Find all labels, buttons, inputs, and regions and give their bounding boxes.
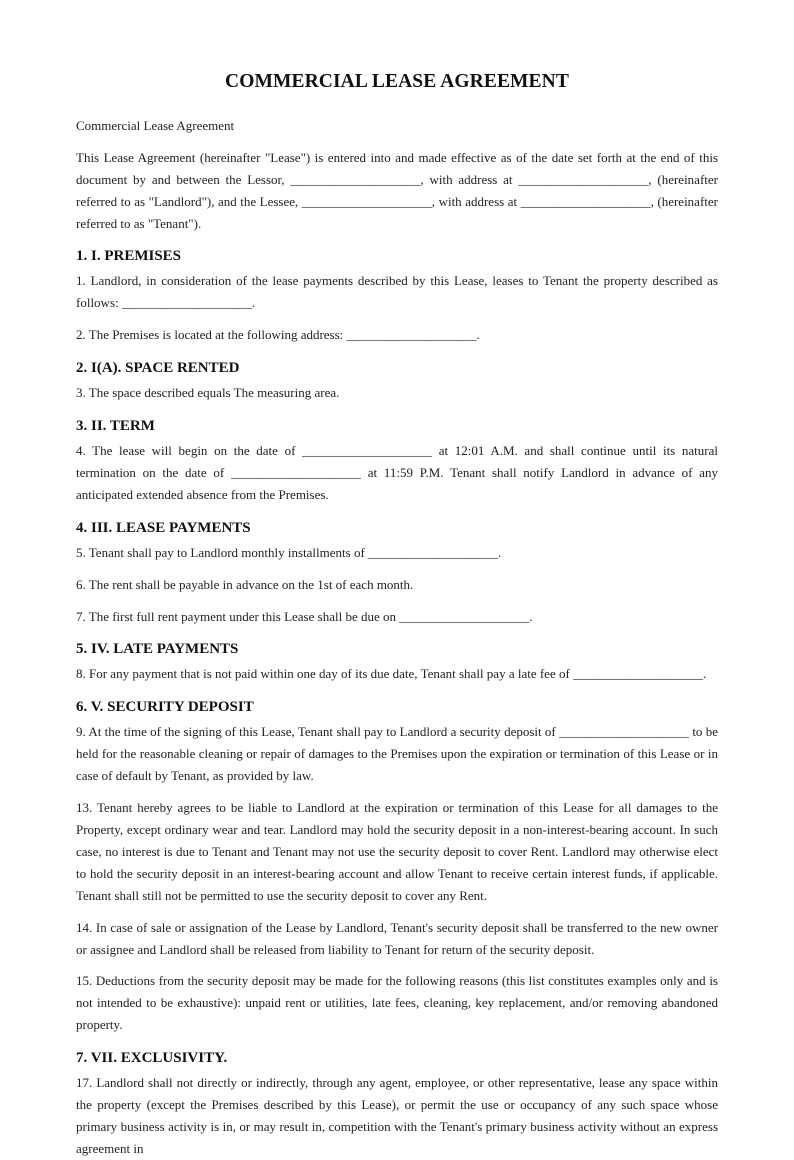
section-heading-late-payments: 5. IV. LATE PAYMENTS [76, 641, 239, 658]
document-title: COMMERCIAL LEASE AGREEMENT [225, 71, 569, 92]
document-page [76, 0, 718, 1160]
clause-1: 1. Landlord, in consideration of the lease payments described by this Lease, leases to Tenant the property described as follows: ____________________. [76, 273, 718, 311]
clause-13: 13. Tenant hereby agrees to be liable to Landlord at the expiration or termination of this Lease for all damages to the Property, except ordinary wear and tear. Landlord may hold the security deposit in a non-interest-bearing account. In such case, no interest is due to Tenant and Tenant may not use the security deposit to cover Rent. Landlord may otherwise elect to hold the security deposit in an interest-bearing account and allow Tenant to receive certain interest funds, if applicable. Tenant shall still not be permitted to use the security deposit to cover any Rent. [76, 800, 718, 903]
clause-8: 8. For any payment that is not paid within one day of its due date, Tenant shall pay a late fee of ____________________. [76, 666, 707, 682]
clause-15: 15. Deductions from the security deposit may be made for the following reasons (this list constitutes examples only and is not intended to be exhaustive): unpaid rent or utilities, late fees, cleaning, key replacement, and/or removing abandoned property. [76, 973, 718, 1033]
clause-14: 14. In case of sale or assignation of the Lease by Landlord, Tenant's security deposit shall be transferred to the new owner or assignee and Landlord shall be released from liability to Tenant for return of the security deposit. [76, 919, 718, 957]
clause-6: 6. The rent shall be payable in advance on the 1st of each month. [76, 576, 414, 592]
clause-7: 7. The first full rent payment under this Lease shall be due on ____________________. [76, 608, 533, 624]
clause-3: 3. The space described equals The measuring area. [76, 385, 340, 401]
clause-9: 9. At the time of the signing of this Lease, Tenant shall pay to Landlord a security deposit of ____________________ to be held for the reasonable cleaning or repair of damages to the Premises upon the expiration or termination of this Lease or in case of default by Tenant, as provided by law. [76, 724, 718, 784]
section-heading-lease-payments: 4. III. LEASE PAYMENTS [76, 519, 251, 536]
intro-paragraph: This Lease Agreement (hereinafter "Lease") is entered into and made effective as of the date set forth at the end of this document by and between the Lessor, ____________________, with address at ____________________, (hereinafter referred to as "Landlord"), and the Lessee, ____________________, with address at ____________________, (hereinafter referred to as "Tenant"). [76, 149, 718, 231]
section-heading-exclusivity: 7. VII. EXCLUSIVITY. [76, 1050, 228, 1067]
clause-4: 4. The lease will begin on the date of ____________________ at 12:01 A.M. and shall continue until its natural termination on the date of ____________________ at 11:59 P.M. Tenant shall notify Landlord in advance of any anticipated extended absence from the Premises. [76, 443, 718, 502]
clause-17: 17. Landlord shall not directly or indirectly, through any agent, employee, or other representative, lease any space within the property (except the Premises described by this Lease), or permit the use or occupancy of any such space whose primary business activity is in, or may result in, competition with the Tenant's primary business activity without an express agreement in [76, 1075, 718, 1156]
section-heading-premises: 1. I. PREMISES [76, 248, 182, 265]
section-heading-security-deposit: 6. V. SECURITY DEPOSIT [76, 699, 254, 716]
document-subtitle: Commercial Lease Agreement [76, 118, 235, 133]
section-heading-space-rented: 2. I(A). SPACE RENTED [76, 360, 240, 377]
clause-5: 5. Tenant shall pay to Landlord monthly installments of ____________________. [76, 544, 502, 560]
clause-2: 2. The Premises is located at the following address: ____________________. [76, 327, 480, 343]
section-heading-term: 3. II. TERM [76, 418, 155, 435]
